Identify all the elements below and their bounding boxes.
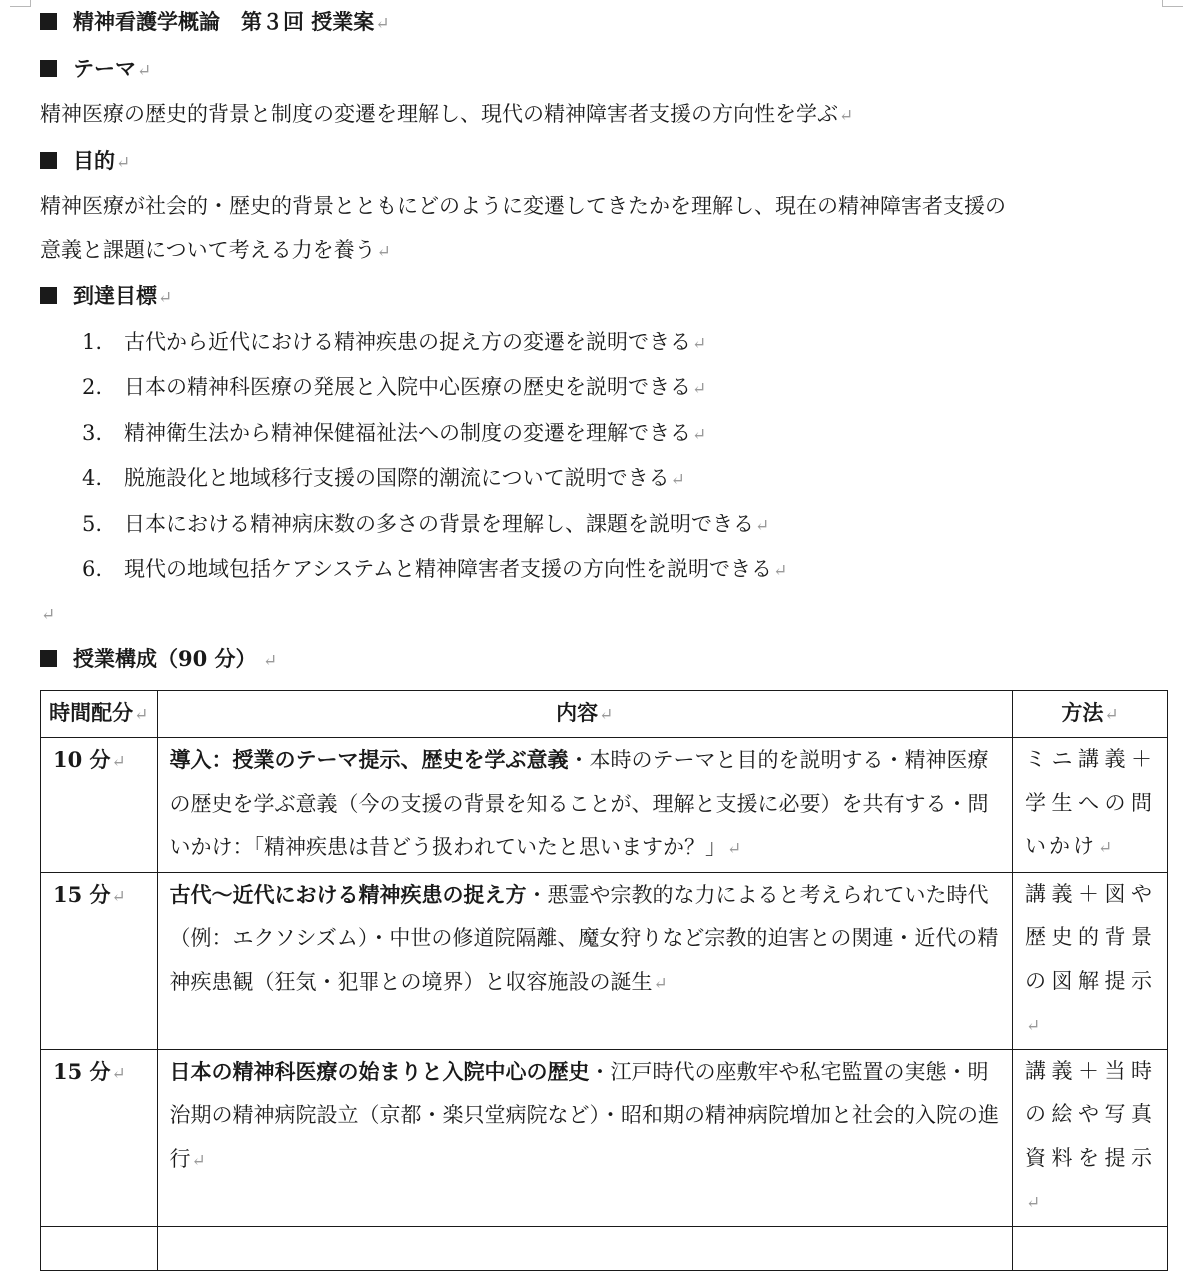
list-item	[40, 503, 1168, 549]
goals-list	[40, 321, 1168, 594]
page-corner-mark-left	[10, 0, 31, 7]
theme-text-line	[40, 93, 1168, 139]
paragraph-mark-icon: ↵	[692, 379, 706, 399]
list-item-text: 古代から近代における精神疾患の捉え方の変遷を説明できる	[124, 330, 691, 354]
table-row-partial	[41, 1226, 1168, 1271]
paragraph-mark-icon: ↵	[41, 605, 55, 625]
paragraph-mark-icon: ↵	[692, 425, 706, 445]
square-bullet-icon	[40, 287, 57, 304]
list-item-number: 5.	[82, 503, 124, 547]
row-time: 15 分	[53, 1059, 111, 1084]
lesson-plan-table	[40, 690, 1168, 1271]
cell-mark-icon: ↵	[1104, 705, 1118, 725]
cell-mark-icon: ↵	[1026, 1193, 1043, 1213]
row-method-cell	[1012, 1226, 1167, 1271]
cell-mark-icon: ↵	[112, 887, 126, 907]
row-content-cell	[157, 1049, 1012, 1226]
empty-paragraph	[40, 594, 1168, 638]
row-method-cell	[1012, 738, 1167, 873]
table-header-row	[41, 690, 1168, 738]
paragraph-mark-icon: ↵	[116, 153, 130, 173]
header-method-label: 方法	[1061, 700, 1103, 725]
list-item	[40, 457, 1168, 503]
goals-heading: 到達目標	[73, 283, 157, 308]
row-method: ミニ講義＋学生への問いかけ	[1025, 747, 1155, 858]
paragraph-mark-icon: ↵	[755, 516, 769, 536]
document-title: 精神看護学概論 第３回 授業案	[73, 9, 374, 34]
table-row	[41, 1049, 1168, 1226]
cell-mark-icon: ↵	[654, 974, 668, 994]
list-item-number: 6.	[82, 548, 124, 592]
square-bullet-icon	[40, 13, 57, 30]
paragraph-mark-icon: ↵	[158, 288, 172, 308]
list-item-number: 2.	[82, 366, 124, 410]
document-page	[40, 0, 1168, 1271]
row-content-cell	[157, 1226, 1012, 1271]
row-detail: ・悪霊や宗教的な力によると考えられていた時代（例：エクソシズム）・中世の修道院隔離、魔女狩りなど宗教的迫害との関連・近代の精神疾患観（狂気・犯罪との境界）と収容施設の誕生	[170, 883, 999, 994]
cell-mark-icon: ↵	[599, 705, 613, 725]
list-item-number: 1.	[82, 321, 124, 365]
paragraph-mark-icon: ↵	[773, 561, 787, 581]
row-method: 講義＋図や歴史的背景の図解提示	[1025, 882, 1155, 993]
header-time-label: 時間配分	[49, 700, 133, 725]
purpose-heading-line	[40, 139, 1168, 186]
structure-heading-line	[40, 637, 1168, 684]
header-content	[157, 690, 1012, 738]
row-detail: ・江戸時代の座敷牢や私宅監置の実態・明治期の精神病院設立（京都・楽只堂病院など）・昭和期の精神病院増加と社会的入院の進行	[170, 1060, 1000, 1171]
paragraph-mark-icon: ↵	[671, 470, 685, 490]
list-item	[40, 412, 1168, 458]
cell-mark-icon: ↵	[727, 839, 741, 859]
row-time-cell	[41, 1049, 158, 1226]
paragraph-mark-icon: ↵	[375, 14, 389, 34]
square-bullet-icon	[40, 60, 57, 77]
list-item-text: 日本における精神病床数の多さの背景を理解し、課題を説明できる	[124, 512, 754, 536]
list-item-text: 現代の地域包括ケアシステムと精神障害者支援の方向性を説明できる	[124, 557, 772, 581]
cell-mark-icon: ↵	[112, 1064, 126, 1084]
paragraph-mark-icon: ↵	[839, 106, 853, 126]
square-bullet-icon	[40, 650, 57, 667]
theme-heading-line	[40, 47, 1168, 94]
cell-mark-icon: ↵	[112, 752, 126, 772]
row-detail: ・本時のテーマと目的を説明する・精神医療の歴史を学ぶ意義（今の支援の背景を知ることが、理解と支援に必要）を共有する・問いかけ：「精神疾患は昔どう扱われていたと思いますか？」	[170, 748, 989, 859]
purpose-text-line-2-wrap	[40, 229, 1168, 275]
cell-mark-icon: ↵	[1098, 838, 1115, 858]
row-content-cell	[157, 872, 1012, 1049]
row-time-cell	[41, 872, 158, 1049]
paragraph-mark-icon: ↵	[137, 61, 151, 81]
purpose-heading: 目的	[73, 148, 115, 173]
row-time-cell	[41, 738, 158, 873]
purpose-text-line-2: 意義と課題について考える力を養う	[40, 238, 376, 262]
purpose-text-line-1: 精神医療が社会的・歴史的背景とともにどのように変遷してきたかを理解し、現在の精神障害者支援の	[40, 185, 1168, 229]
list-item-number: 3.	[82, 412, 124, 456]
paragraph-mark-icon: ↵	[258, 651, 278, 671]
row-time-cell	[41, 1226, 158, 1271]
purpose-text	[40, 185, 1168, 274]
header-time	[41, 690, 158, 738]
cell-mark-icon: ↵	[134, 705, 148, 725]
document-title-line	[40, 0, 1168, 47]
cell-mark-icon: ↵	[192, 1151, 206, 1171]
list-item-text: 日本の精神科医療の発展と入院中心医療の歴史を説明できる	[124, 375, 691, 399]
theme-text: 精神医療の歴史的背景と制度の変遷を理解し、現代の精神障害者支援の方向性を学ぶ	[40, 102, 838, 126]
list-item-text: 精神衛生法から精神保健福祉法への制度の変遷を理解できる	[124, 421, 691, 445]
row-content-cell	[157, 738, 1012, 873]
list-item	[40, 366, 1168, 412]
list-item-text: 脱施設化と地域移行支援の国際的潮流について説明できる	[124, 466, 670, 490]
row-topic: 日本の精神科医療の始まりと入院中心の歴史	[170, 1059, 590, 1084]
row-method-cell	[1012, 872, 1167, 1049]
row-method-cell	[1012, 1049, 1167, 1226]
structure-heading: 授業構成（90 分）	[73, 646, 257, 671]
row-topic: 古代〜近代における精神疾患の捉え方	[170, 882, 527, 907]
row-time: 10 分	[53, 747, 111, 772]
paragraph-mark-icon: ↵	[377, 242, 391, 262]
paragraph-mark-icon: ↵	[692, 334, 706, 354]
table-row	[41, 872, 1168, 1049]
square-bullet-icon	[40, 152, 57, 169]
row-topic: 導入：授業のテーマ提示、歴史を学ぶ意義	[170, 747, 569, 772]
list-item	[40, 548, 1168, 594]
row-method: 講義＋当時の絵や写真資料を提示	[1025, 1059, 1155, 1170]
cell-mark-icon: ↵	[1026, 1016, 1043, 1036]
header-method	[1012, 690, 1167, 738]
header-content-label: 内容	[556, 700, 598, 725]
table-row	[41, 738, 1168, 873]
list-item-number: 4.	[82, 457, 124, 501]
row-time: 15 分	[53, 882, 111, 907]
list-item	[40, 321, 1168, 367]
goals-heading-line	[40, 274, 1168, 321]
theme-heading: テーマ	[73, 56, 136, 81]
